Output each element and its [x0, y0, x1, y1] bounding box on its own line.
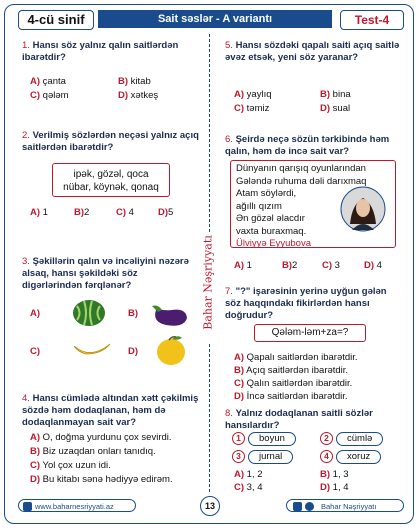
question-7: 7. "?" işarəsinin yerinə uyğun gələn söz haqqındakı fikirlərdən hansı doğrudur? — [225, 286, 387, 321]
q7-option-c[interactable]: C) Qalın saitlərdən ibarətdir. — [234, 378, 353, 389]
watermelon-icon — [72, 298, 106, 328]
website-link[interactable]: www.baharnesriyyati.az — [18, 499, 136, 512]
footer — [18, 498, 404, 514]
q8-option-d[interactable]: D) 1, 4 — [320, 482, 349, 493]
q8-word-3: 3 jurnal — [232, 450, 293, 464]
q7-option-d[interactable]: D) İncə saitlərdən ibarətdir. — [234, 391, 348, 402]
q6-author: Ülviyyə Eyyubova — [236, 238, 311, 249]
q6-option-b[interactable]: B)2 — [282, 260, 298, 271]
q3-option-b[interactable]: B) — [128, 308, 139, 319]
q5-option-d[interactable]: D) sual — [320, 103, 351, 114]
web-icon — [23, 502, 32, 511]
page-number: 13 — [200, 496, 220, 516]
publisher-social[interactable]: Bahar Nəşriyyatı — [286, 499, 404, 512]
q2-option-b[interactable]: B)2 — [74, 207, 90, 218]
q6-option-d[interactable]: D) 4 — [364, 260, 382, 271]
q2-word-box: ipək, gözəl, qoca nübar, köynək, qonaq — [52, 163, 170, 197]
question-2: 2. Verilmiş sözlərdən neçəsi yalnız açıq saitlərdən ibarətdir? — [22, 130, 199, 153]
q7-formula-box: Qələm-ləm+za=? — [254, 324, 366, 342]
q4-option-a[interactable]: A) O, doğma yurdunu çox sevirdi. — [30, 432, 172, 443]
q7-option-a[interactable]: A) Qapalı saitlərdən ibarətdir. — [234, 352, 358, 363]
q2-option-c[interactable]: C) 4 — [116, 207, 134, 218]
question-1: 1. Hansı söz yalnız qalın saitlərdən ibarətdir? — [22, 40, 179, 63]
q2-option-d[interactable]: D)5 — [158, 207, 174, 218]
q8-option-a[interactable]: A) 1, 2 — [234, 469, 263, 480]
question-8: 8. Yalnız dodaqlanan saitli sözlər hansılardır? — [225, 408, 373, 431]
q3-option-c[interactable]: C) — [30, 346, 41, 357]
q5-option-b[interactable]: B) bina — [320, 89, 351, 100]
q4-option-b[interactable]: B) Biz uzaqdan onları tanıdıq. — [30, 446, 156, 457]
publisher-vertical: Bahar Nəşriyyatı — [198, 232, 220, 342]
q5-option-c[interactable]: C) təmiz — [234, 103, 270, 114]
author-portrait — [340, 186, 386, 232]
question-6: 6. Şeirdə neçə sözün tərkibində həm qalın, həm də incə sait var? — [225, 134, 390, 157]
q4-option-c[interactable]: C) Yol çox uzun idi. — [30, 460, 111, 471]
q5-option-a[interactable]: A) yaylıq — [234, 89, 272, 100]
eggplant-icon — [150, 300, 190, 328]
facebook-icon — [305, 502, 314, 511]
instagram-icon — [293, 502, 302, 511]
question-5: 5. Hansı sözdəki qapalı saiti açıq saitlə əvəz etsək, yeni söz yaranar? — [225, 40, 400, 63]
q8-option-c[interactable]: C) 3, 4 — [234, 482, 263, 493]
quince-icon — [154, 334, 188, 366]
q3-option-d[interactable]: D) — [128, 346, 139, 357]
q4-option-d[interactable]: D) Bu kitabı sənə hədiyyə edirəm. — [30, 474, 173, 485]
banana-icon — [72, 340, 112, 360]
q1-option-c[interactable]: C) qələm — [30, 90, 69, 101]
header — [18, 10, 404, 30]
q1-option-a[interactable]: A) çanta — [30, 76, 66, 87]
q3-option-a[interactable]: A) — [30, 308, 41, 319]
q2-option-a[interactable]: A) 1 — [30, 207, 48, 218]
q8-word-2: 2 cümlə — [320, 432, 383, 446]
q7-option-b[interactable]: B) Açıq saitlərdən ibarətdir. — [234, 365, 349, 376]
q6-option-c[interactable]: C) 3 — [322, 260, 340, 271]
q8-option-b[interactable]: B) 1, 3 — [320, 469, 349, 480]
q1-option-b[interactable]: B) kitab — [118, 76, 151, 87]
test-label: Test-4 — [340, 10, 404, 30]
q6-option-a[interactable]: A) 1 — [234, 260, 252, 271]
grade-label: 4-cü sinif — [18, 10, 94, 30]
q8-word-1: 1 boyun — [232, 432, 296, 446]
q1-option-d[interactable]: D) xətkeş — [118, 90, 159, 101]
page-title: Sait səslər - A variantı — [98, 10, 332, 28]
question-3: 3. Şəkillərin qalın və incəliyini nəzərə alsaq, hansı şəkildəki söz digərlərindən fərqlənər? — [22, 256, 189, 291]
q8-word-4: 4 xoruz — [320, 450, 381, 464]
q6-poem: Dünyanın qarışıq oyunlarından Gələndə ruhuma dəli darıxmaq Atam söylərdi, ağıllı qızım Ən gözəl əlacdır vaxta buraxmaq. Ülviyyə Eyyubova — [236, 163, 392, 251]
question-4: 4. Hansı cümlədə altından xətt çəkilmiş sözdə həm dodaqlanan, həm də dodaqlanmayan sait var? — [22, 393, 199, 428]
